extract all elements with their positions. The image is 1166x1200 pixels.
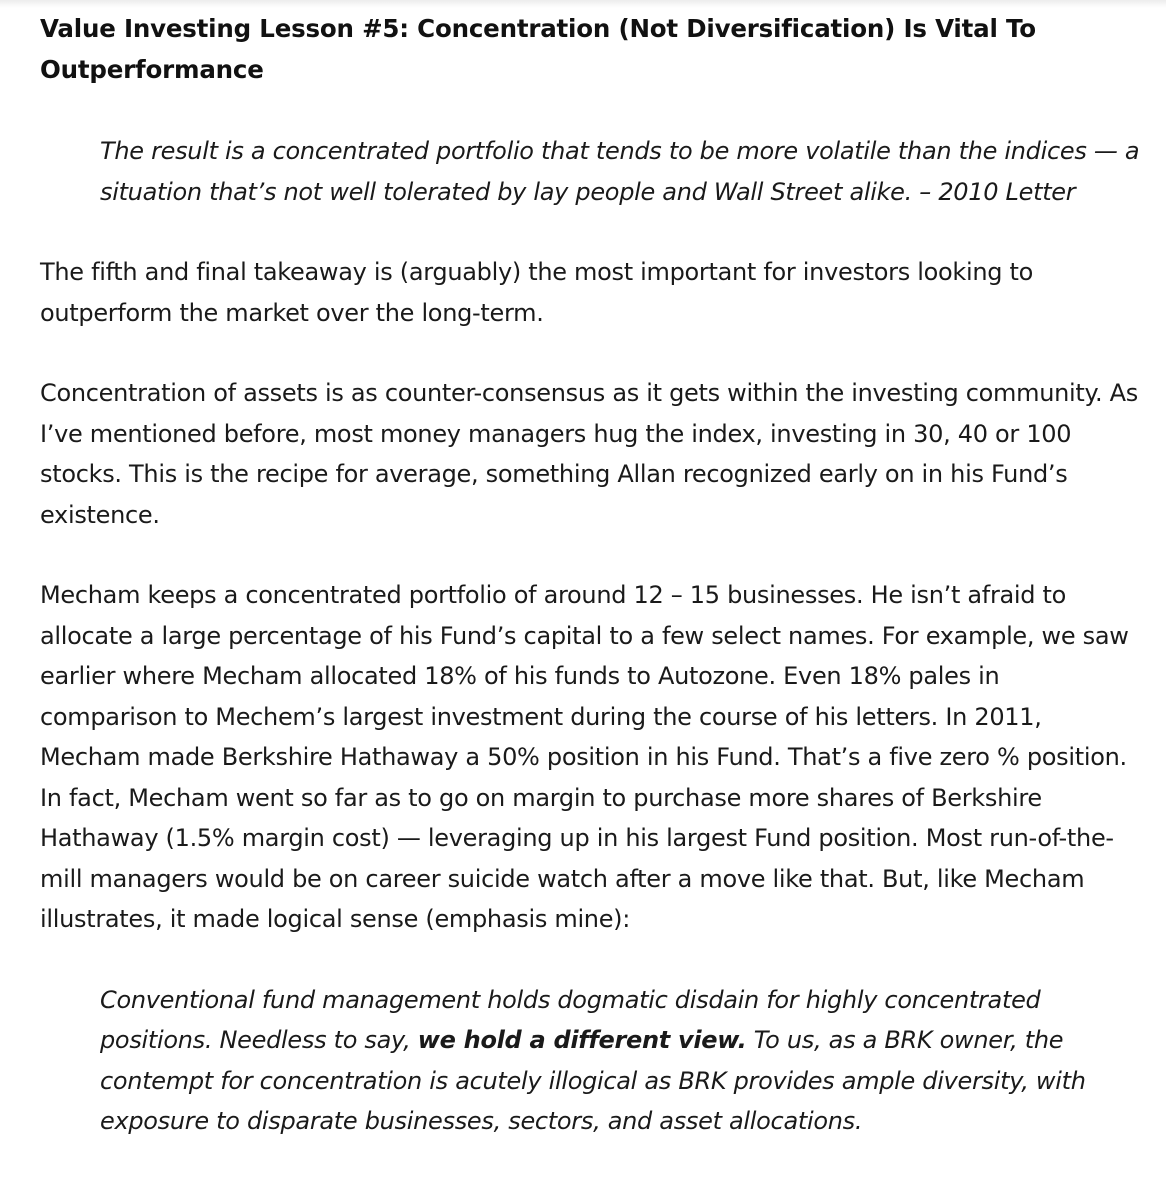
quote-emphasis: we hold a different view. [417, 1026, 747, 1054]
paragraph-mecham-portfolio: Mecham keeps a concentrated portfolio of around 12 – 15 businesses. He isn’t afraid to allocate a large percentage of his Fund’s capital to a few select names. For example, we saw earlier where Mecham allocated 18% of his funds to Autozone. Even 18% pales in comparison to Mechem’s largest investment during the course of his letters. In 2011, Mecham made Berkshire Hathaway a 50% position in his Fund. That’s a five zero % position. In fact, Mecham went so far as to go on margin to purchase more shares of Berkshire Hathaway (1.5% margin cost) — leveraging up in his largest Fund position. Most run-of-the-mill managers would be on career suicide watch after a move like that. But, like Mecham illustrates, it made logical sense (emphasis mine): [40, 581, 1129, 933]
quote-text-after: To us, as a BRK owner, the contempt for concentration is acutely illogical as BRK provides ample diversity, with exposure to disparate businesses, sectors, and asset allocations. [100, 1026, 1086, 1135]
top-edge-shadow [0, 0, 1166, 8]
quote-text-before: Conventional fund management holds dogmatic disdain for highly concentrated positions. Needless to say, [100, 985, 1041, 1054]
paragraph-concentration: Concentration of assets is as counter-consensus as it gets within the investing community. As I’ve mentioned before, most money managers hug the index, investing in 30, 40 or 100 stocks. This is the recipe for average, something Allan recognized early on in his Fund’s existence. [40, 379, 1138, 529]
quote-brk-owner [40, 980, 1140, 1142]
lesson-heading: Value Investing Lesson #5: Concentration (Not Diversification) Is Vital To Outperformance [40, 14, 1036, 84]
article-body [40, 8, 1140, 1142]
quote-2010-letter: The result is a concentrated portfolio that tends to be more volatile than the indices — a situation that’s not well tolerated by lay people and Wall Street alike. – 2010 Letter [100, 137, 1140, 206]
paragraph-final-takeaway: The fifth and final takeaway is (arguably) the most important for investors looking to outperform the market over the long-term. [40, 258, 1034, 327]
